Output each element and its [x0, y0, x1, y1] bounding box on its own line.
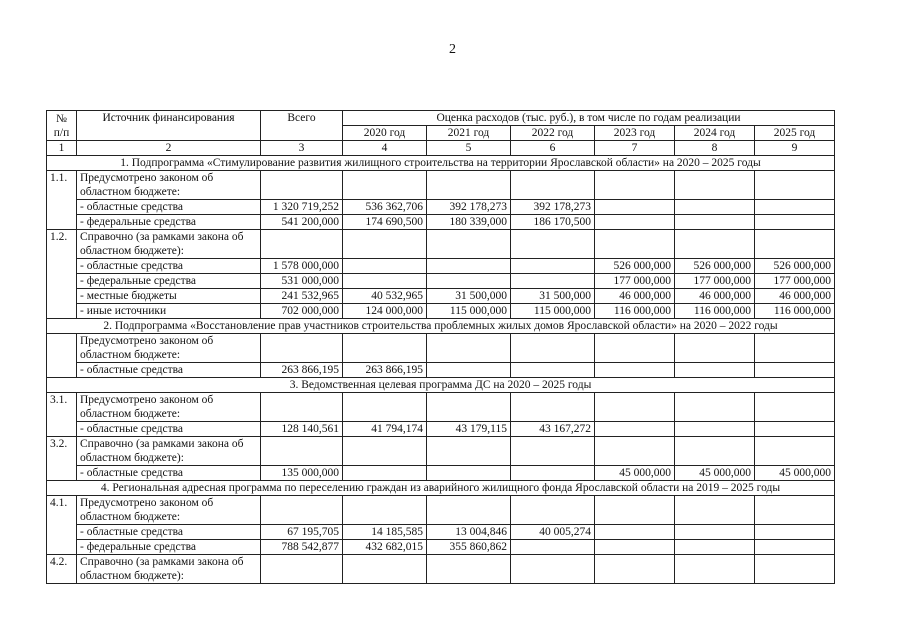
source-name: - областные средства [77, 363, 261, 378]
empty-cell [755, 496, 835, 525]
source-name: - областные средства [77, 466, 261, 481]
empty-cell [755, 171, 835, 200]
block-label: Предусмотрено законом об областном бюджете: [77, 393, 261, 422]
source-name: - областные средства [77, 422, 261, 437]
value-cell: 46 000,000 [675, 289, 755, 304]
year-header: 2022 год [511, 126, 595, 141]
value-cell: 116 000,000 [595, 304, 675, 319]
source-name: - федеральные средства [77, 274, 261, 289]
value-cell: 702 000,000 [261, 304, 343, 319]
empty-cell [675, 496, 755, 525]
year-header: 2023 год [595, 126, 675, 141]
section-row [47, 156, 835, 171]
value-cell: 124 000,000 [343, 304, 427, 319]
table-row [47, 540, 835, 555]
table-row [47, 422, 835, 437]
value-cell [511, 259, 595, 274]
column-index: 6 [511, 141, 595, 156]
empty-cell [427, 334, 511, 363]
block-label: Предусмотрено законом об областном бюджете: [77, 171, 261, 200]
value-cell [595, 215, 675, 230]
empty-cell [427, 555, 511, 584]
empty-cell [261, 555, 343, 584]
empty-cell [261, 334, 343, 363]
table-row [47, 466, 835, 481]
value-cell: 788 542,877 [261, 540, 343, 555]
table-row [47, 215, 835, 230]
value-cell: 241 532,965 [261, 289, 343, 304]
section-row [47, 481, 835, 496]
section-title: 2. Подпрограмма «Восстановление прав участников строительства проблемных жилых домов Ярославской области» на 2020 – 2022 годы [47, 319, 835, 334]
value-cell: 180 339,000 [427, 215, 511, 230]
empty-cell [595, 334, 675, 363]
empty-cell [675, 171, 755, 200]
value-cell [427, 259, 511, 274]
empty-cell [343, 555, 427, 584]
empty-cell [261, 171, 343, 200]
value-cell [511, 274, 595, 289]
empty-cell [343, 393, 427, 422]
empty-cell [511, 555, 595, 584]
value-cell [675, 363, 755, 378]
value-cell [675, 200, 755, 215]
empty-cell [343, 171, 427, 200]
column-index: 8 [675, 141, 755, 156]
value-cell: 135 000,000 [261, 466, 343, 481]
header-number: № п/п [47, 111, 77, 141]
value-cell [595, 363, 675, 378]
value-cell: 536 362,706 [343, 200, 427, 215]
source-name: - областные средства [77, 259, 261, 274]
value-cell: 526 000,000 [755, 259, 835, 274]
value-cell: 392 178,273 [511, 200, 595, 215]
empty-cell [755, 437, 835, 466]
column-index: 4 [343, 141, 427, 156]
value-cell: 115 000,000 [511, 304, 595, 319]
section-title: 3. Ведомственная целевая программа ДС на 2020 – 2025 годы [47, 378, 835, 393]
value-cell: 392 178,273 [427, 200, 511, 215]
value-cell: 46 000,000 [595, 289, 675, 304]
value-cell [595, 200, 675, 215]
source-name: - федеральные средства [77, 215, 261, 230]
value-cell: 31 500,000 [427, 289, 511, 304]
value-cell [755, 525, 835, 540]
empty-cell [427, 230, 511, 259]
value-cell: 116 000,000 [755, 304, 835, 319]
block-number: 3.1. [47, 393, 77, 437]
value-cell: 128 140,561 [261, 422, 343, 437]
empty-cell [511, 496, 595, 525]
block-number: 4.1. [47, 496, 77, 555]
empty-cell [755, 334, 835, 363]
value-cell [343, 466, 427, 481]
empty-cell [511, 171, 595, 200]
empty-cell [427, 496, 511, 525]
value-cell [511, 363, 595, 378]
value-cell: 432 682,015 [343, 540, 427, 555]
empty-cell [511, 393, 595, 422]
empty-cell [595, 496, 675, 525]
value-cell: 263 866,195 [261, 363, 343, 378]
empty-cell [261, 393, 343, 422]
year-header: 2025 год [755, 126, 835, 141]
column-index: 5 [427, 141, 511, 156]
value-cell: 177 000,000 [675, 274, 755, 289]
table-row [47, 200, 835, 215]
value-cell: 177 000,000 [755, 274, 835, 289]
value-cell: 116 000,000 [675, 304, 755, 319]
value-cell [675, 422, 755, 437]
block-number: 4.2. [47, 555, 77, 584]
value-cell: 43 167,272 [511, 422, 595, 437]
value-cell: 186 170,500 [511, 215, 595, 230]
value-cell [675, 525, 755, 540]
header-source: Источник финансирования [77, 111, 261, 141]
block-label: Предусмотрено законом об областном бюджете: [77, 496, 261, 525]
empty-cell [427, 437, 511, 466]
value-cell: 526 000,000 [595, 259, 675, 274]
header-index-row [47, 141, 835, 156]
value-cell: 45 000,000 [595, 466, 675, 481]
value-cell: 541 200,000 [261, 215, 343, 230]
value-cell: 14 185,585 [343, 525, 427, 540]
empty-cell [675, 555, 755, 584]
empty-cell [343, 437, 427, 466]
block-label: Справочно (за рамками закона об областном бюджете): [77, 230, 261, 259]
empty-cell [343, 230, 427, 259]
block-number [47, 334, 77, 378]
table-row [47, 289, 835, 304]
value-cell: 174 690,500 [343, 215, 427, 230]
value-cell [343, 274, 427, 289]
empty-cell [675, 437, 755, 466]
value-cell: 13 004,846 [427, 525, 511, 540]
column-index: 1 [47, 141, 77, 156]
value-cell: 177 000,000 [595, 274, 675, 289]
section-title: 1. Подпрограмма «Стимулирование развития жилищного строительства на территории Ярославской области» на 2020 – 2025 годы [47, 156, 835, 171]
value-cell: 526 000,000 [675, 259, 755, 274]
column-index: 7 [595, 141, 675, 156]
value-cell: 45 000,000 [675, 466, 755, 481]
empty-cell [511, 334, 595, 363]
section-row [47, 378, 835, 393]
header-estimate: Оценка расходов (тыс. руб.), в том числе по годам реализации [343, 111, 835, 126]
year-header: 2024 год [675, 126, 755, 141]
source-name: - местные бюджеты [77, 289, 261, 304]
value-cell [511, 466, 595, 481]
block-label: Справочно (за рамками закона об областном бюджете): [77, 555, 261, 584]
block-number: 3.2. [47, 437, 77, 481]
value-cell: 43 179,115 [427, 422, 511, 437]
empty-cell [261, 230, 343, 259]
empty-cell [595, 555, 675, 584]
year-header: 2021 год [427, 126, 511, 141]
table-row [47, 525, 835, 540]
empty-cell [511, 437, 595, 466]
value-cell [755, 215, 835, 230]
block-label: Предусмотрено законом об областном бюджете: [77, 334, 261, 363]
empty-cell [675, 334, 755, 363]
value-cell [755, 363, 835, 378]
header-total: Всего [261, 111, 343, 141]
empty-cell [595, 171, 675, 200]
value-cell [427, 274, 511, 289]
value-cell: 31 500,000 [511, 289, 595, 304]
empty-cell [595, 230, 675, 259]
value-cell [427, 466, 511, 481]
value-cell: 41 794,174 [343, 422, 427, 437]
empty-cell [675, 393, 755, 422]
empty-cell [595, 437, 675, 466]
source-name: - иные источники [77, 304, 261, 319]
empty-cell [511, 230, 595, 259]
value-cell [595, 540, 675, 555]
value-cell [755, 200, 835, 215]
value-cell: 67 195,705 [261, 525, 343, 540]
value-cell: 531 000,000 [261, 274, 343, 289]
value-cell [343, 259, 427, 274]
value-cell: 355 860,862 [427, 540, 511, 555]
empty-cell [755, 555, 835, 584]
section-row [47, 319, 835, 334]
empty-cell [755, 393, 835, 422]
value-cell: 40 005,274 [511, 525, 595, 540]
table-row [47, 363, 835, 378]
empty-cell [427, 393, 511, 422]
source-name: - областные средства [77, 200, 261, 215]
value-cell: 45 000,000 [755, 466, 835, 481]
value-cell [675, 540, 755, 555]
value-cell [427, 363, 511, 378]
empty-cell [675, 230, 755, 259]
value-cell: 263 866,195 [343, 363, 427, 378]
column-index: 3 [261, 141, 343, 156]
value-cell [675, 215, 755, 230]
financing-table [46, 110, 835, 584]
table-row [47, 304, 835, 319]
block-number: 1.2. [47, 230, 77, 319]
value-cell [755, 540, 835, 555]
section-title: 4. Региональная адресная программа по переселению граждан из аварийного жилищного фонда Ярославской области на 2019 – 2025 годы [47, 481, 835, 496]
empty-cell [343, 496, 427, 525]
column-index: 9 [755, 141, 835, 156]
empty-cell [595, 393, 675, 422]
value-cell [595, 422, 675, 437]
block-number: 1.1. [47, 171, 77, 230]
value-cell: 1 578 000,000 [261, 259, 343, 274]
empty-cell [261, 437, 343, 466]
source-name: - областные средства [77, 525, 261, 540]
empty-cell [343, 334, 427, 363]
value-cell [595, 525, 675, 540]
year-header: 2020 год [343, 126, 427, 141]
table-row [47, 259, 835, 274]
empty-cell [261, 496, 343, 525]
value-cell: 40 532,965 [343, 289, 427, 304]
column-index: 2 [77, 141, 261, 156]
block-label: Справочно (за рамками закона об областном бюджете): [77, 437, 261, 466]
empty-cell [427, 171, 511, 200]
table-body [47, 111, 835, 584]
empty-cell [755, 230, 835, 259]
value-cell: 46 000,000 [755, 289, 835, 304]
table-row [47, 274, 835, 289]
value-cell [511, 540, 595, 555]
value-cell: 115 000,000 [427, 304, 511, 319]
value-cell: 1 320 719,252 [261, 200, 343, 215]
page-number: 2 [449, 42, 456, 57]
source-name: - федеральные средства [77, 540, 261, 555]
value-cell [755, 422, 835, 437]
